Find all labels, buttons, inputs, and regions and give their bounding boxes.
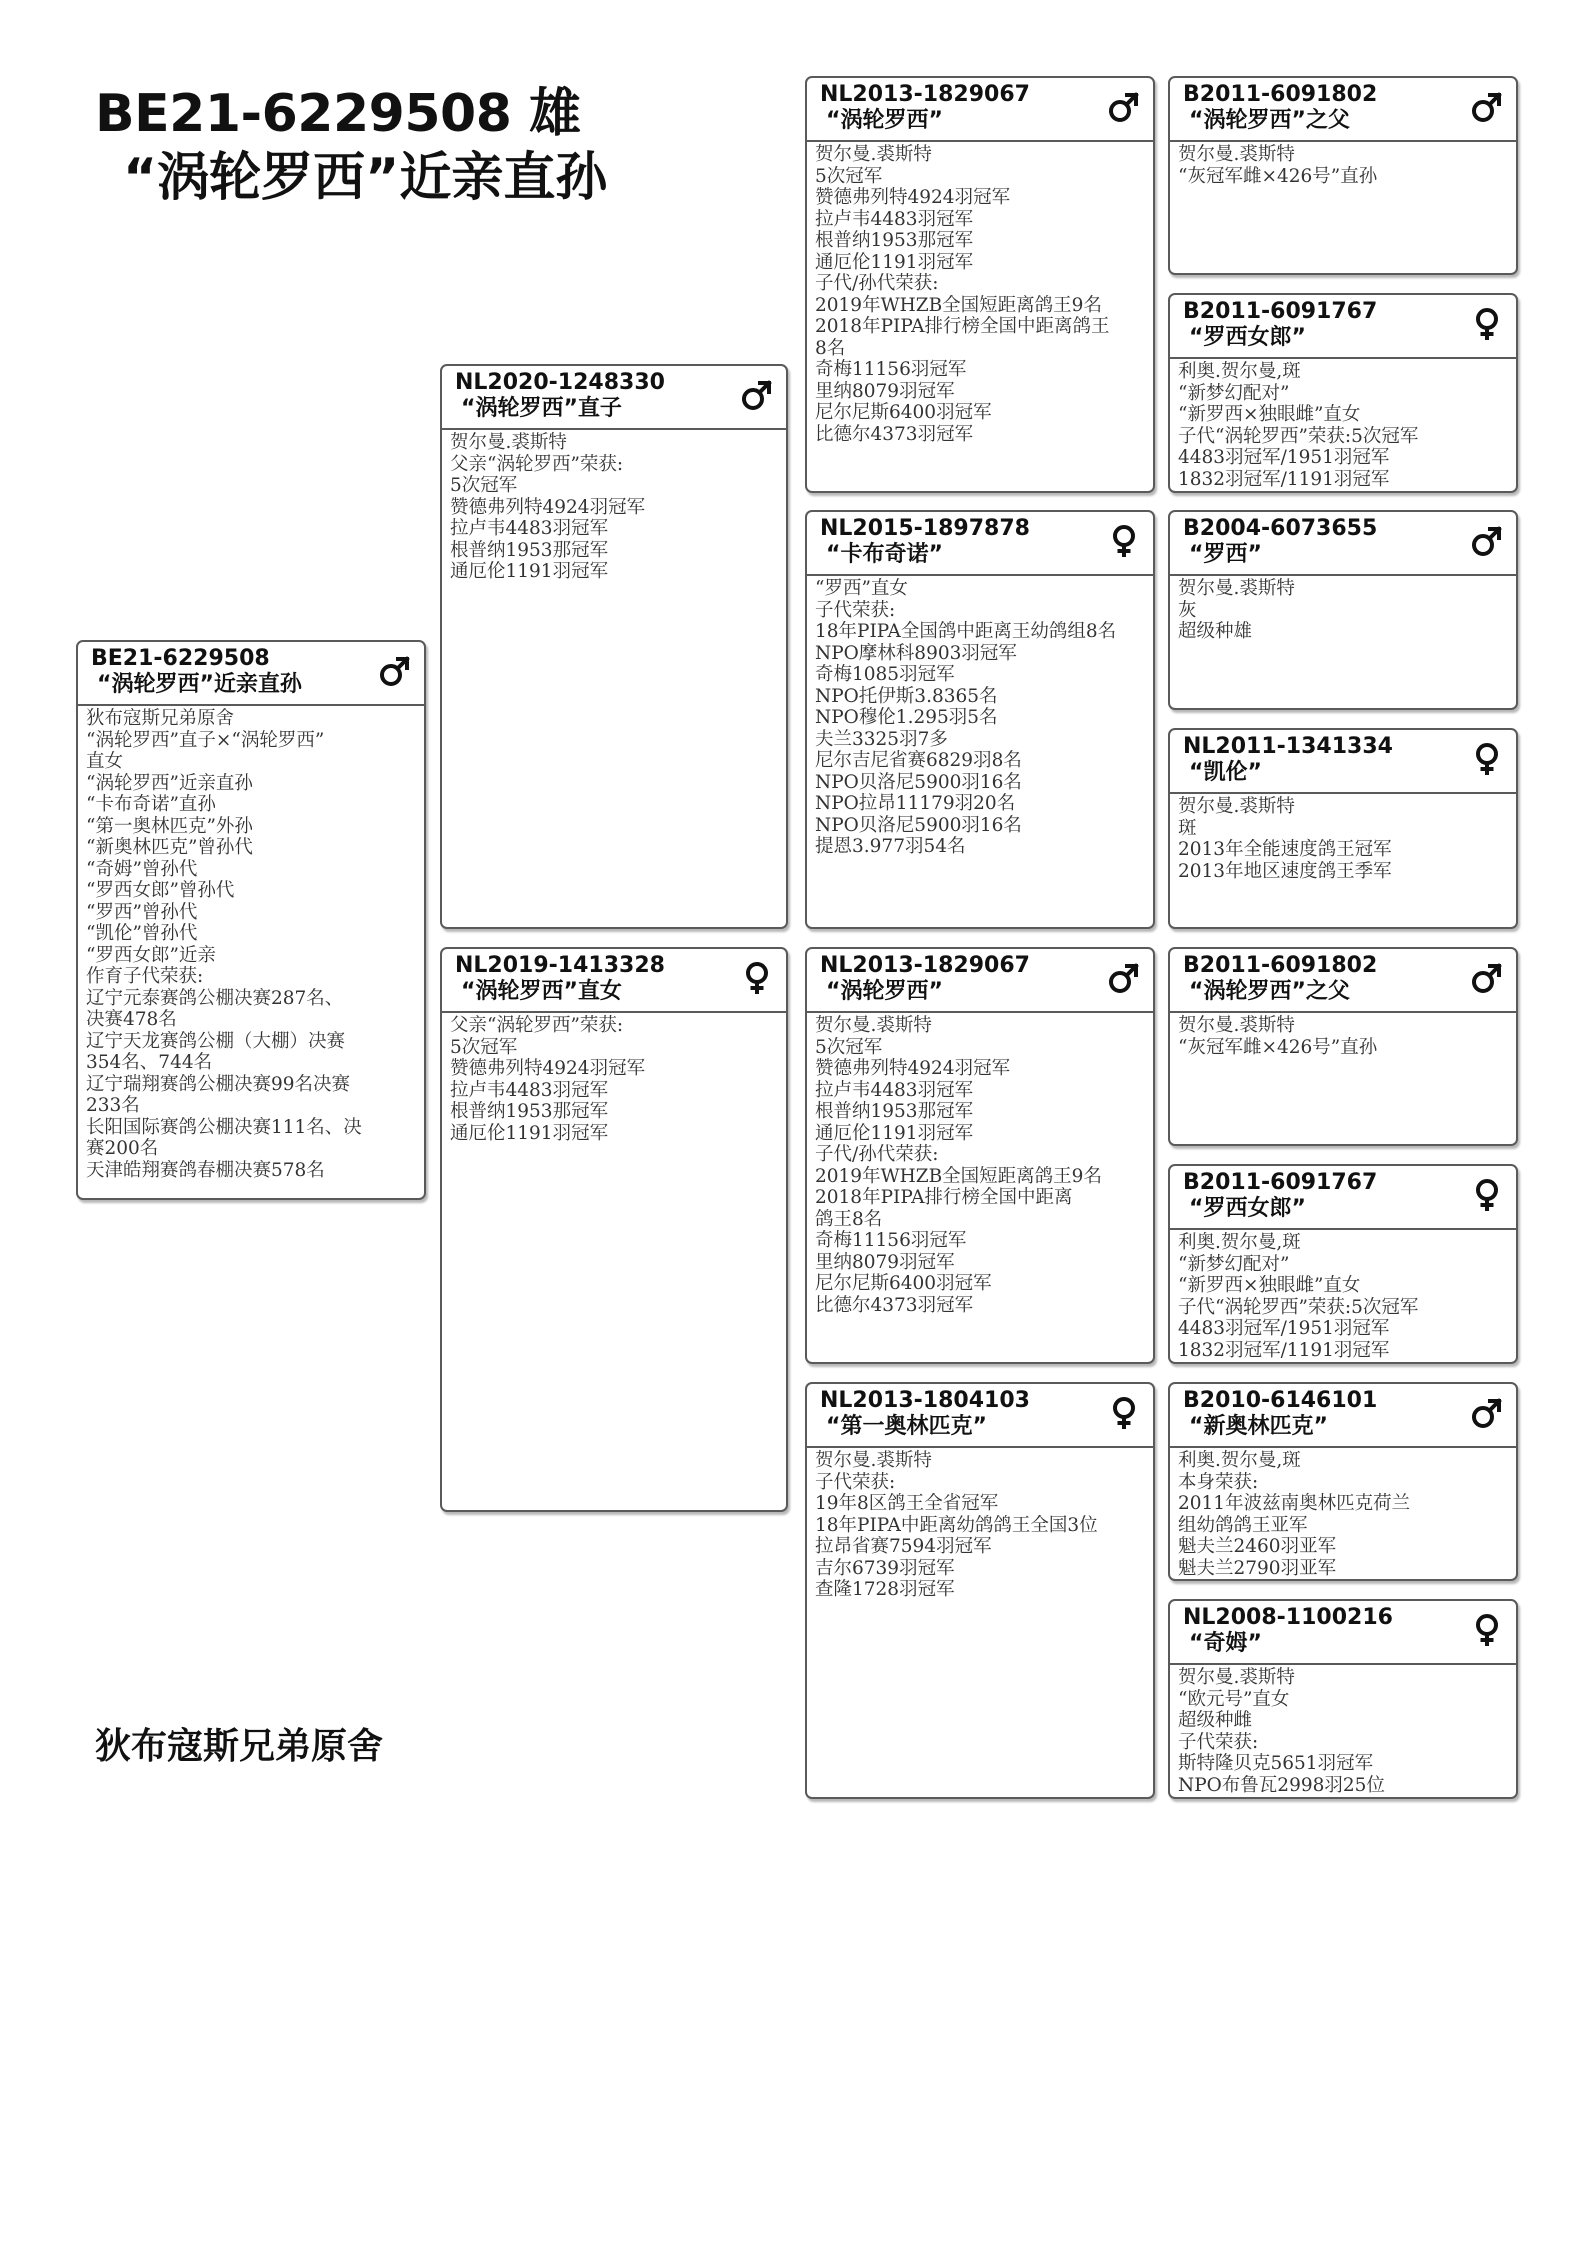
note-line: 父亲“涡轮罗西”荣获:: [450, 1015, 624, 1036]
pigeon-name: “涡轮罗西”: [826, 979, 943, 1004]
note-line: 奇梅11156羽冠军: [815, 359, 967, 380]
note-line: 2018年PIPA排行榜全国中距离鸽王: [815, 316, 1110, 337]
note-line: 5次冠军: [815, 165, 883, 187]
note-line: “奇姆”曾孙代: [86, 858, 198, 880]
card-notes: [1170, 1013, 1516, 1058]
note-line: 提恩3.977羽54名: [815, 836, 966, 857]
card-notes: [1170, 142, 1516, 187]
card-notes: [1170, 576, 1516, 643]
card-notes: [1170, 1448, 1516, 1579]
card-header: [78, 642, 424, 706]
note-line: 拉昂省赛7594羽冠军: [815, 1536, 992, 1557]
note-line: 里纳8079羽冠军: [815, 1251, 955, 1273]
ring-number: B2011-6091767: [1183, 299, 1378, 324]
card-notes: [1170, 1665, 1516, 1796]
card-notes: [442, 1013, 786, 1144]
note-line: 子代荣获:: [815, 599, 896, 621]
note-line: “新罗西×独眼雌”直女: [1178, 1275, 1361, 1296]
note-line: 父亲“涡轮罗西”荣获:: [450, 453, 624, 475]
pedigree-card-dam-sire-dam: [1168, 1164, 1518, 1364]
female-symbol-icon: [1470, 307, 1504, 341]
note-line: 赞德弗列特4924羽冠军: [815, 187, 1011, 208]
note-line: NPO拉昂11179羽20名: [815, 793, 1016, 814]
note-line: 灰: [1178, 599, 1197, 621]
note-line: 拉卢韦4483羽冠军: [815, 208, 974, 230]
note-line: 子代/孙代荣获:: [815, 273, 939, 294]
note-line: 贺尔曼.裘斯特: [1178, 578, 1295, 599]
note-line: 夫兰3325羽7多: [815, 728, 948, 750]
card-notes: [1170, 794, 1516, 882]
ring-number: NL2013-1829067: [820, 82, 1030, 107]
note-line: NPO布鲁瓦2998羽25位: [1178, 1774, 1385, 1796]
note-line: NPO托伊斯3.8365名: [815, 685, 998, 707]
pedigree-card-dam-dam-dam: [1168, 1599, 1518, 1799]
note-line: 奇梅1085羽冠军: [815, 664, 955, 685]
note-line: NPO穆伦1.295羽5名: [815, 707, 998, 728]
note-line: 子代“涡轮罗西”荣获:5次冠军: [1178, 1296, 1419, 1318]
pedigree-card-dam-sire: [805, 947, 1155, 1364]
card-header: [1170, 78, 1516, 142]
note-line: 魁夫兰2460羽亚军: [1178, 1536, 1337, 1557]
title-line-2: “涡轮罗西”近亲直孙: [123, 148, 608, 208]
ring-number: NL2020-1248330: [455, 370, 665, 395]
note-line: 查隆1728羽冠军: [815, 1579, 955, 1600]
card-notes: [807, 142, 1153, 445]
card-header: [1170, 512, 1516, 576]
note-line: 贺尔曼.裘斯特: [1178, 796, 1295, 817]
pigeon-name: “涡轮罗西”之父: [1189, 979, 1350, 1004]
card-notes: [807, 576, 1153, 858]
note-line: 尼尔吉尼省赛6829羽8名: [815, 750, 1022, 771]
note-line: 子代荣获:: [1178, 1731, 1259, 1753]
pedigree-card-sire-sire-dam: [1168, 293, 1518, 493]
ring-number: B2010-6146101: [1183, 1388, 1378, 1413]
pedigree-card-dam-dam-sire: [1168, 1382, 1518, 1581]
card-header: [1170, 1601, 1516, 1665]
pedigree-card-sire: [440, 364, 788, 929]
ring-number: NL2013-1829067: [820, 953, 1030, 978]
title-line-1: BE21-6229508 雄: [95, 84, 581, 144]
note-line: 根普纳1953那冠军: [815, 1101, 974, 1122]
note-line: 4483羽冠军/1951羽冠军: [1178, 447, 1390, 468]
note-line: 2018年PIPA排行榜全国中距离: [815, 1187, 1073, 1208]
pedigree-card-sire-dam-sire: [1168, 510, 1518, 710]
pedigree-card-sire-dam-dam: [1168, 728, 1518, 929]
male-symbol-icon: [1470, 1396, 1504, 1430]
note-line: 354名、744名: [86, 1052, 213, 1073]
pigeon-name: “罗西”: [1189, 542, 1262, 567]
note-line: “罗西女郎”曾孙代: [86, 880, 235, 901]
note-line: “涡轮罗西”近亲直孙: [86, 772, 253, 794]
card-notes: [1170, 359, 1516, 490]
male-symbol-icon: [1470, 90, 1504, 124]
note-line: 拉卢韦4483羽冠军: [815, 1079, 974, 1101]
ring-number: B2004-6073655: [1183, 516, 1378, 541]
note-line: 通厄伦1191羽冠军: [450, 1122, 609, 1144]
pigeon-name: “涡轮罗西”: [826, 108, 943, 133]
note-line: 贺尔曼.裘斯特: [450, 432, 567, 453]
note-line: 通厄伦1191羽冠军: [815, 1122, 974, 1144]
note-line: 拉卢韦4483羽冠军: [450, 1079, 609, 1101]
note-line: 拉卢韦4483羽冠军: [450, 518, 609, 539]
card-header: [1170, 949, 1516, 1013]
note-line: NPO贝洛尼5900羽16名: [815, 814, 1022, 836]
pigeon-name: “第一奥林匹克”: [826, 1414, 987, 1439]
note-line: 贺尔曼.裘斯特: [815, 1450, 932, 1471]
card-header: [1170, 1166, 1516, 1230]
card-notes: [807, 1013, 1153, 1316]
male-symbol-icon: [740, 378, 774, 412]
pedigree-card-sire-dam: [805, 510, 1155, 929]
note-line: NPO贝洛尼5900羽16名: [815, 771, 1022, 793]
card-header: [807, 949, 1153, 1013]
note-line: 1832羽冠军/1191羽冠军: [1178, 468, 1390, 490]
female-symbol-icon: [740, 961, 774, 995]
note-line: 吉尔6739羽冠军: [815, 1557, 955, 1579]
note-line: 贺尔曼.裘斯特: [1178, 1667, 1295, 1688]
male-symbol-icon: [1470, 524, 1504, 558]
card-header: [1170, 1384, 1516, 1448]
note-line: 斑: [1178, 817, 1197, 839]
note-line: 5次冠军: [450, 1036, 518, 1058]
pigeon-name: “奇姆”: [1189, 1631, 1262, 1656]
ring-number: NL2011-1341334: [1183, 734, 1393, 759]
footer-loft-name: 狄布寇斯兄弟原舍: [95, 1725, 384, 1767]
note-line: 2019年WHZB全国短距离鸽王9名: [815, 1165, 1102, 1187]
note-line: 贺尔曼.裘斯特: [1178, 1015, 1295, 1036]
note-line: 尼尔尼斯6400羽冠军: [815, 1273, 992, 1294]
note-line: 魁夫兰2790羽亚军: [1178, 1557, 1337, 1579]
note-line: 斯特隆贝克5651羽冠军: [1178, 1753, 1374, 1774]
note-line: 天津皓翔赛鸽春棚决赛578名: [86, 1159, 325, 1181]
pedigree-card-dam-dam: [805, 1382, 1155, 1799]
note-line: “凯伦”曾孙代: [86, 923, 198, 944]
note-line: 赞德弗列特4924羽冠军: [450, 496, 646, 518]
pedigree-card-dam-sire-sire: [1168, 947, 1518, 1146]
ring-number: NL2015-1897878: [820, 516, 1030, 541]
note-line: NPO摩林科8903羽冠军: [815, 642, 1017, 664]
note-line: 4483羽冠军/1951羽冠军: [1178, 1318, 1390, 1339]
note-line: 2013年地区速度鸽王季军: [1178, 860, 1392, 882]
note-line: 超级种雌: [1178, 1710, 1253, 1731]
note-line: 5次冠军: [450, 475, 518, 496]
pedigree-card-sire-sire-sire: [1168, 76, 1518, 275]
note-line: “新梦幻配对”: [1178, 1253, 1290, 1275]
pigeon-name: “凯伦”: [1189, 760, 1262, 785]
ring-number: B2011-6091767: [1183, 1170, 1378, 1195]
pedigree-card-dam: [440, 947, 788, 1512]
note-line: 通厄伦1191羽冠军: [450, 561, 609, 582]
note-line: 5次冠军: [815, 1036, 883, 1058]
note-line: 超级种雄: [1178, 621, 1253, 642]
note-line: 利奥.贺尔曼,斑: [1178, 1450, 1301, 1471]
card-notes: [1170, 1230, 1516, 1361]
note-line: “新奥林匹克”曾孙代: [86, 837, 253, 858]
note-line: 2013年全能速度鸽王冠军: [1178, 839, 1392, 860]
pigeon-name: “涡轮罗西”之父: [1189, 108, 1350, 133]
female-symbol-icon: [1470, 1613, 1504, 1647]
pedigree-card-subject: [76, 640, 426, 1200]
card-header: [442, 949, 786, 1013]
note-line: 利奥.贺尔曼,斑: [1178, 1232, 1301, 1253]
note-line: 根普纳1953那冠军: [450, 1101, 609, 1122]
note-line: 直女: [86, 751, 124, 772]
card-header: [807, 512, 1153, 576]
pigeon-name: “卡布奇诺”: [826, 542, 943, 567]
note-line: “罗西”曾孙代: [86, 901, 198, 923]
card-header: [807, 1384, 1153, 1448]
pigeon-name: “罗西女郎”: [1189, 325, 1306, 350]
note-line: 1832羽冠军/1191羽冠军: [1178, 1339, 1390, 1361]
note-line: 233名: [86, 1095, 140, 1116]
pedigree-card-sire-sire: [805, 76, 1155, 493]
note-line: “第一奥林匹克”外孙: [86, 815, 253, 837]
note-line: 子代荣获:: [815, 1471, 896, 1493]
note-line: 决赛478名: [86, 1009, 177, 1030]
note-line: 辽宁瑞翔赛鸽公棚决赛99名决赛: [86, 1073, 351, 1095]
note-line: “涡轮罗西”直子×“涡轮罗西”: [86, 729, 325, 751]
note-line: 赛200名: [86, 1138, 159, 1159]
female-symbol-icon: [1470, 1178, 1504, 1212]
note-line: “罗西女郎”近亲: [86, 944, 216, 966]
card-header: [442, 366, 786, 430]
note-line: 鸽王8名: [815, 1208, 883, 1230]
note-line: 长阳国际赛鸽公棚决赛111名、决: [86, 1116, 362, 1138]
female-symbol-icon: [1107, 524, 1141, 558]
note-line: 贺尔曼.裘斯特: [815, 144, 932, 165]
pigeon-name: “新奥林匹克”: [1189, 1414, 1328, 1439]
note-line: 尼尔尼斯6400羽冠军: [815, 402, 992, 423]
note-line: 辽宁天龙赛鸽公棚（大棚）决赛: [86, 1030, 346, 1052]
note-line: “卡布奇诺”直孙: [86, 794, 216, 815]
note-line: 辽宁元泰赛鸽公棚决赛287名、: [86, 987, 344, 1009]
note-line: 比德尔4373羽冠军: [815, 1294, 974, 1316]
ring-number: NL2019-1413328: [455, 953, 665, 978]
note-line: 贺尔曼.裘斯特: [815, 1015, 932, 1036]
note-line: 狄布寇斯兄弟原舍: [86, 708, 235, 729]
pigeon-name: “涡轮罗西”近亲直孙: [97, 672, 302, 697]
note-line: 2011年波兹南奥林匹克荷兰: [1178, 1493, 1411, 1514]
card-header: [807, 78, 1153, 142]
male-symbol-icon: [1470, 961, 1504, 995]
note-line: 子代/孙代荣获:: [815, 1144, 939, 1165]
note-line: 作育子代荣获:: [86, 966, 204, 987]
note-line: 赞德弗列特4924羽冠军: [815, 1058, 1011, 1079]
note-line: “灰冠军雌×426号”直孙: [1178, 165, 1378, 187]
note-line: 本身荣获:: [1178, 1471, 1259, 1493]
note-line: 赞德弗列特4924羽冠军: [450, 1058, 646, 1079]
ring-number: NL2013-1804103: [820, 1388, 1030, 1413]
pigeon-name: “涡轮罗西”直子: [461, 396, 622, 421]
note-line: “罗西”直女: [815, 578, 908, 599]
note-line: “新梦幻配对”: [1178, 382, 1290, 404]
note-line: 子代“涡轮罗西”荣获:5次冠军: [1178, 425, 1419, 447]
card-notes: [442, 430, 786, 583]
note-line: 根普纳1953那冠军: [450, 539, 609, 561]
note-line: 奇梅11156羽冠军: [815, 1230, 967, 1251]
note-line: 8名: [815, 337, 846, 359]
ring-number: B2011-6091802: [1183, 82, 1378, 107]
note-line: 比德尔4373羽冠军: [815, 423, 974, 445]
note-line: 19年8区鸽王全省冠军: [815, 1493, 999, 1514]
note-line: 18年PIPA中距离幼鸽鸽王全国3位: [815, 1514, 1098, 1536]
note-line: 2019年WHZB全国短距离鸽王9名: [815, 294, 1102, 316]
note-line: “灰冠军雌×426号”直孙: [1178, 1036, 1378, 1058]
male-symbol-icon: [378, 654, 412, 688]
pigeon-name: “涡轮罗西”直女: [461, 979, 622, 1004]
note-line: 组幼鸽鸽王亚军: [1178, 1514, 1308, 1536]
note-line: 根普纳1953那冠军: [815, 230, 974, 251]
note-line: 通厄伦1191羽冠军: [815, 251, 974, 273]
note-line: 利奥.贺尔曼,斑: [1178, 361, 1301, 382]
note-line: “欧元号”直女: [1178, 1688, 1290, 1710]
male-symbol-icon: [1107, 90, 1141, 124]
female-symbol-icon: [1470, 742, 1504, 776]
male-symbol-icon: [1107, 961, 1141, 995]
note-line: 里纳8079羽冠军: [815, 380, 955, 402]
note-line: 18年PIPA全国鸽中距离王幼鸽组8名: [815, 621, 1117, 642]
card-header: [1170, 295, 1516, 359]
ring-number: BE21-6229508: [91, 646, 270, 671]
card-notes: [78, 706, 424, 1181]
female-symbol-icon: [1107, 1396, 1141, 1430]
pigeon-name: “罗西女郎”: [1189, 1196, 1306, 1221]
ring-number: B2011-6091802: [1183, 953, 1378, 978]
note-line: 贺尔曼.裘斯特: [1178, 144, 1295, 165]
page-title: [95, 82, 607, 210]
card-header: [1170, 730, 1516, 794]
card-notes: [807, 1448, 1153, 1601]
ring-number: NL2008-1100216: [1183, 1605, 1393, 1630]
note-line: “新罗西×独眼雌”直女: [1178, 404, 1361, 425]
